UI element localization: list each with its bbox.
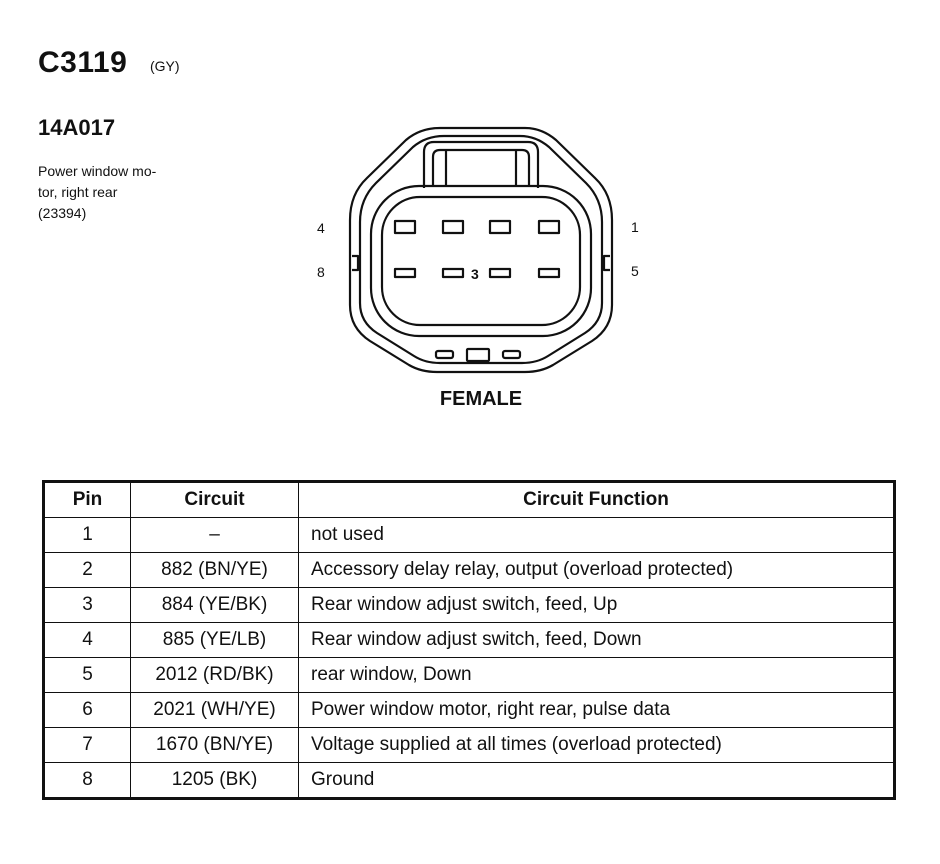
pin-cell: 7 — [44, 728, 131, 763]
function-cell: Voltage supplied at all times (overload protected) — [299, 728, 895, 763]
keying-slot — [467, 349, 489, 361]
circuit-cell: 2012 (RD/BK) — [131, 658, 299, 693]
table-row — [44, 658, 895, 693]
function-cell: Ground — [299, 763, 895, 799]
pin-cavity — [490, 269, 510, 277]
table-header-row — [44, 482, 895, 518]
pinout-table — [42, 480, 896, 800]
connector-color-code: (GY) — [150, 58, 180, 74]
function-cell: Power window motor, right rear, pulse data — [299, 693, 895, 728]
pin-cavity — [395, 269, 415, 277]
pin-cell: 3 — [44, 588, 131, 623]
circuit-cell: 1670 (BN/YE) — [131, 728, 299, 763]
pin-cell: 5 — [44, 658, 131, 693]
description-line: (23394) — [38, 205, 87, 221]
housing-inner-ring — [382, 197, 580, 325]
pin-number-label: 1 — [631, 219, 639, 235]
keying-slot — [436, 351, 453, 358]
pin-cell: 8 — [44, 763, 131, 799]
connector-inner-shell — [360, 136, 602, 363]
circuit-cell: 884 (YE/BK) — [131, 588, 299, 623]
pin-cavity — [395, 221, 415, 233]
pin-cell: 6 — [44, 693, 131, 728]
function-cell: Rear window adjust switch, feed, Up — [299, 588, 895, 623]
function-cell: Rear window adjust switch, feed, Down — [299, 623, 895, 658]
pin-cavity — [490, 221, 510, 233]
description-line: tor, right rear — [38, 184, 118, 200]
pin-cavity — [539, 221, 559, 233]
function-cell: Accessory delay relay, output (overload protected) — [299, 553, 895, 588]
table-row — [44, 553, 895, 588]
pin-cavity — [539, 269, 559, 277]
circuit-cell: – — [131, 518, 299, 553]
part-number: 14A017 — [38, 115, 116, 140]
circuit-cell: 2021 (WH/YE) — [131, 693, 299, 728]
pin-cell: 2 — [44, 553, 131, 588]
connector-id: C3119 — [38, 46, 128, 79]
pin-cavity — [443, 269, 463, 277]
pin-number-label: 4 — [317, 220, 325, 236]
table-row — [44, 693, 895, 728]
keying-slot — [503, 351, 520, 358]
table-row — [44, 728, 895, 763]
component-description — [38, 161, 188, 224]
pin-number-label: 5 — [631, 263, 639, 279]
circuit-cell: 882 (BN/YE) — [131, 553, 299, 588]
table-row — [44, 588, 895, 623]
table-row — [44, 623, 895, 658]
function-cell: rear window, Down — [299, 658, 895, 693]
circuit-cell: 885 (YE/LB) — [131, 623, 299, 658]
column-header-pin: Pin — [44, 482, 131, 518]
connector-face-diagram — [300, 120, 660, 380]
housing-outer-ring — [371, 186, 591, 336]
table-row — [44, 518, 895, 553]
pin-cavity — [443, 221, 463, 233]
pin-number-label: 8 — [317, 264, 325, 280]
column-header-circuit: Circuit — [131, 482, 299, 518]
table-row — [44, 763, 895, 799]
connector-gender-label: FEMALE — [439, 388, 523, 410]
description-line: Power window mo- — [38, 163, 157, 179]
function-cell: not used — [299, 518, 895, 553]
column-header-function: Circuit Function — [299, 482, 895, 518]
pin-cell: 1 — [44, 518, 131, 553]
circuit-cell: 1205 (BK) — [131, 763, 299, 799]
pin-cell: 4 — [44, 623, 131, 658]
pin-number-label: 3 — [471, 266, 479, 282]
